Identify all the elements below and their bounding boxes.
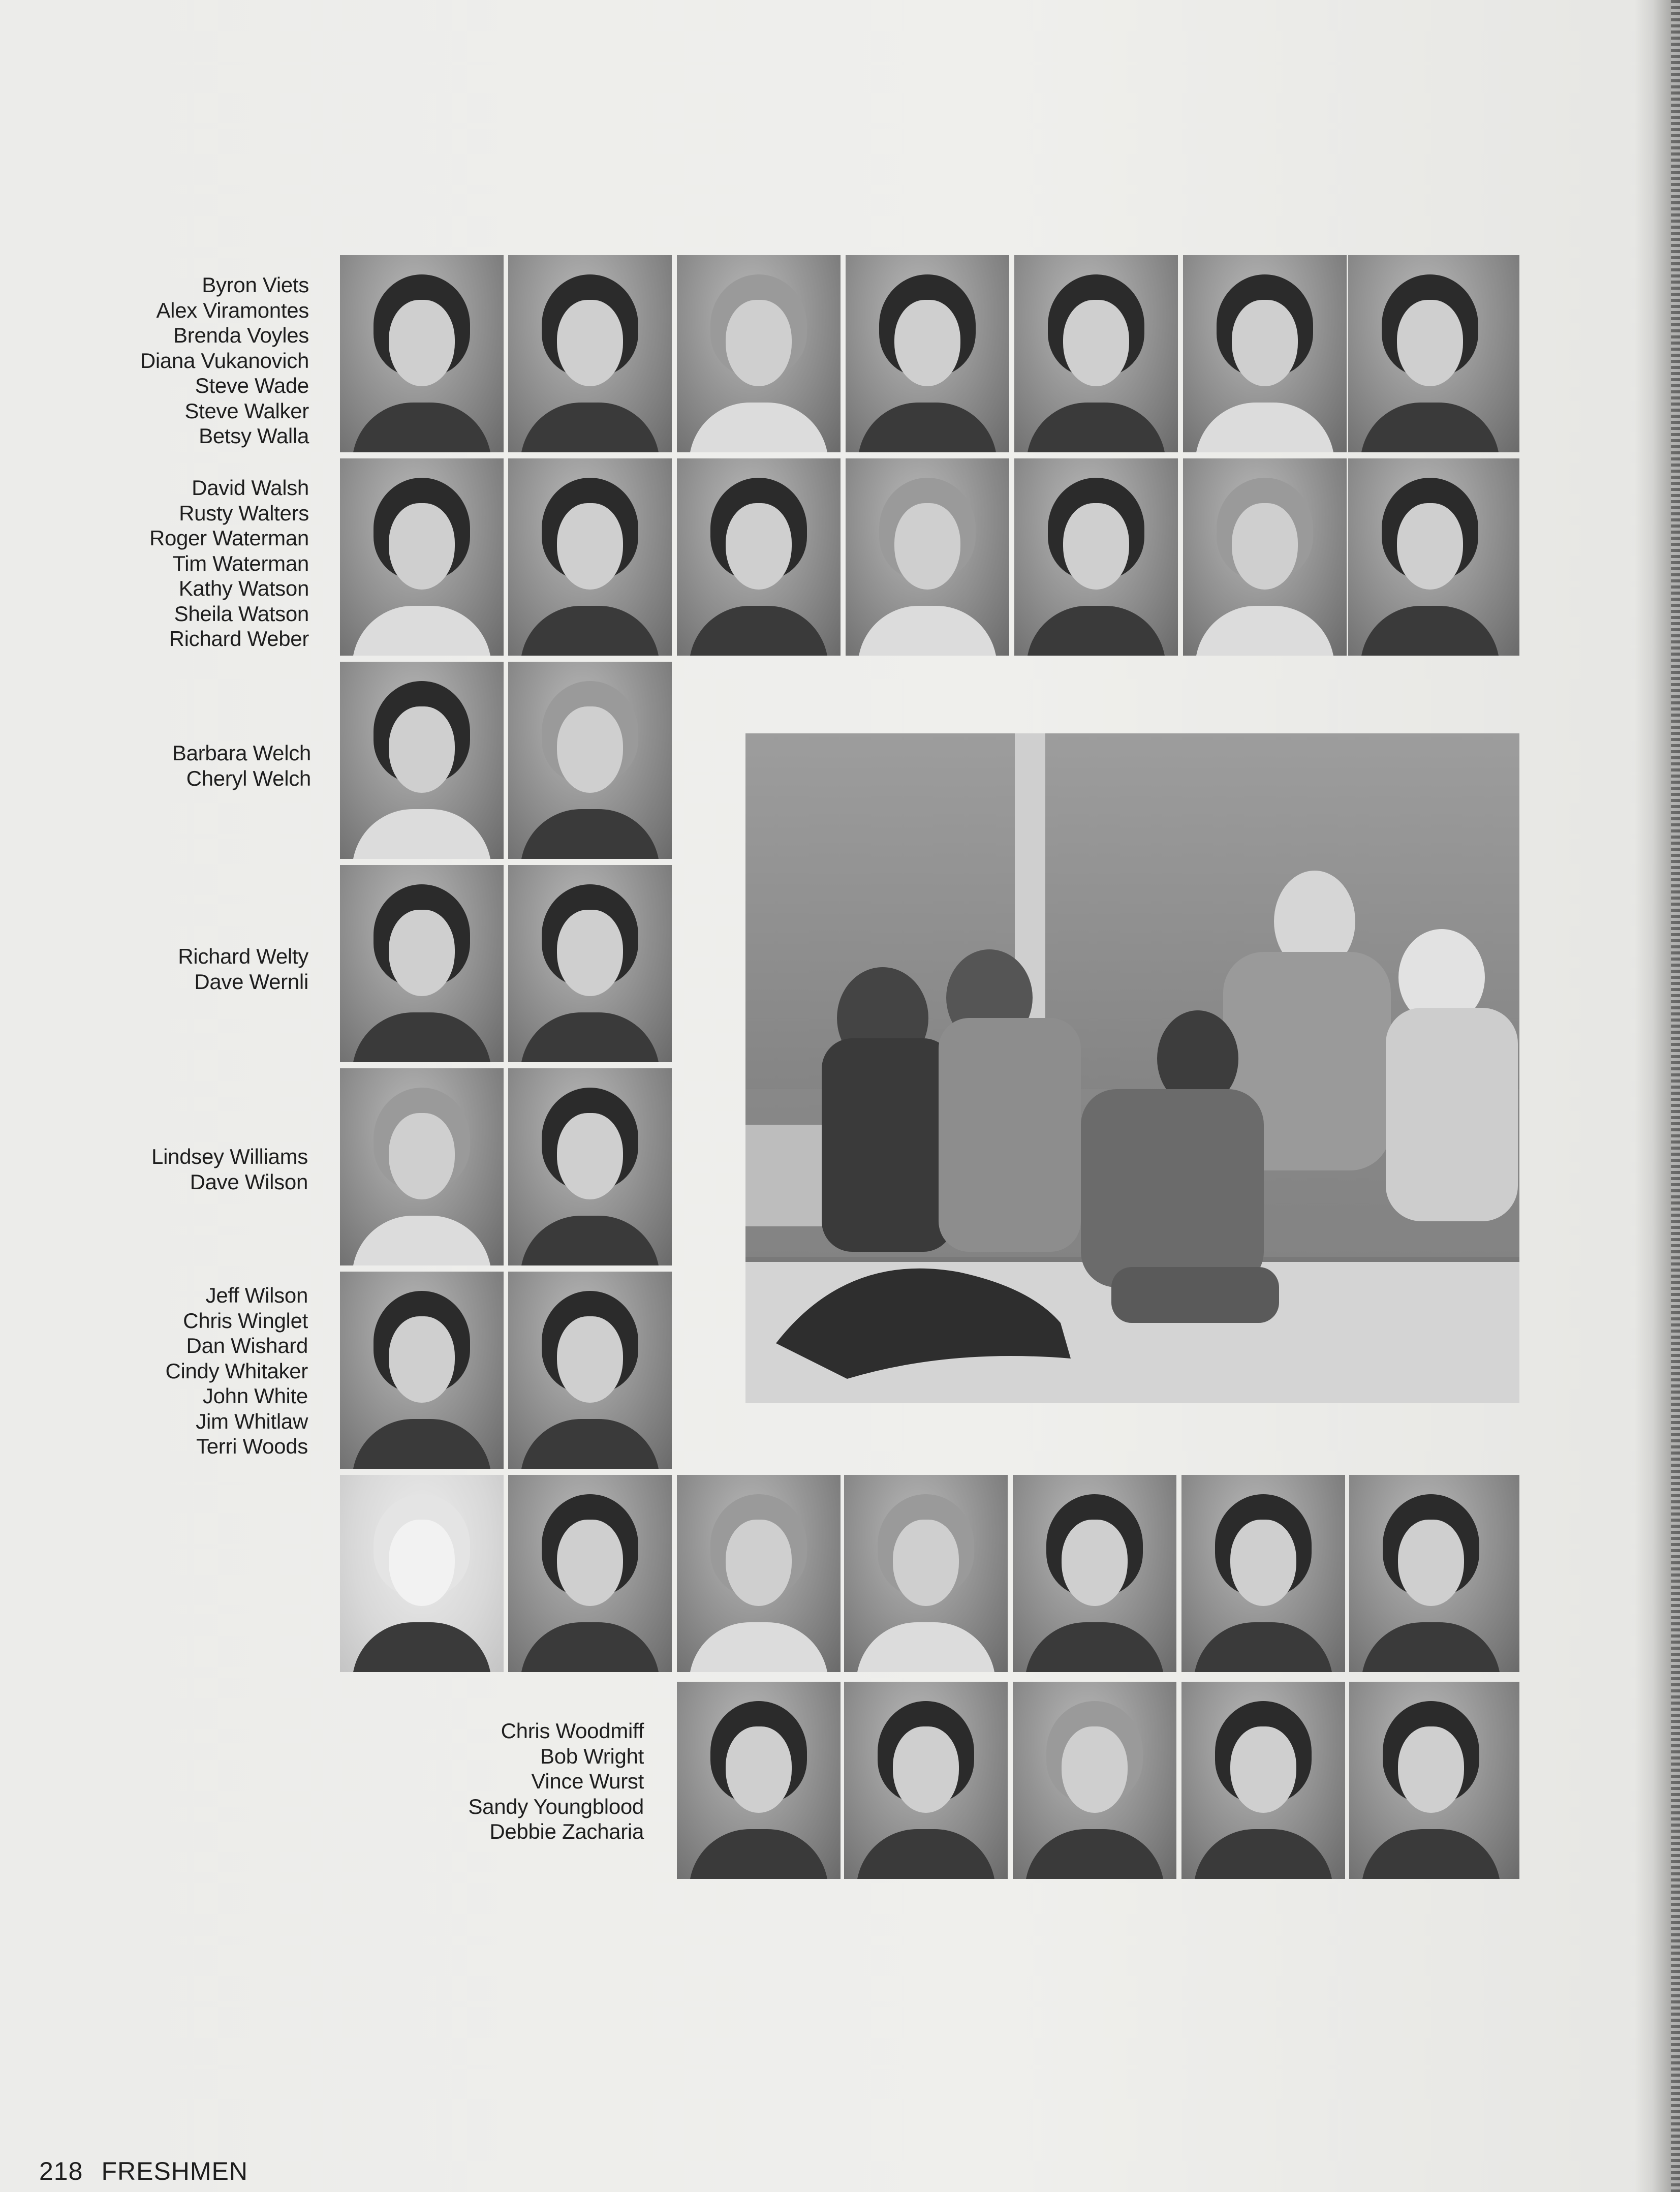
page-footer	[39, 2156, 248, 2186]
candid-group-photo	[745, 733, 1519, 1403]
student-name: Jeff Wilson	[205, 1283, 308, 1307]
names-group-7	[407, 1718, 644, 1844]
student-portrait	[844, 1475, 1008, 1672]
student-name: John White	[202, 1384, 308, 1408]
student-name: Dave Wernli	[194, 969, 308, 994]
student-name: Sandy Youngblood	[468, 1794, 644, 1818]
student-portrait	[1014, 255, 1178, 452]
student-portrait	[508, 1475, 672, 1672]
student-portrait	[340, 1068, 504, 1265]
student-portrait	[846, 458, 1009, 656]
student-name: David Walsh	[192, 476, 309, 500]
student-name: Diana Vukanovich	[140, 348, 309, 373]
student-name: Brenda Voyles	[173, 323, 309, 347]
student-name: Byron Viets	[202, 273, 309, 297]
student-name: Lindsey Williams	[151, 1145, 308, 1168]
student-portrait	[1183, 458, 1347, 656]
student-portrait	[508, 255, 672, 452]
student-name: Terri Woods	[196, 1434, 308, 1458]
names-group-4	[102, 944, 308, 994]
student-portrait	[846, 255, 1009, 452]
student-portrait	[1349, 1682, 1519, 1879]
student-portrait	[340, 255, 504, 452]
names-group-1	[102, 272, 309, 449]
student-name: Steve Wade	[195, 374, 309, 397]
student-portrait	[340, 865, 504, 1062]
student-name: Barbara Welch	[172, 741, 311, 765]
student-name: Jim Whitlaw	[196, 1409, 308, 1433]
student-name: Rusty Walters	[179, 501, 309, 525]
student-name: Richard Weber	[169, 627, 309, 651]
student-portrait	[677, 458, 841, 656]
names-group-3	[102, 740, 311, 791]
student-portrait	[1348, 458, 1519, 656]
student-name: Vince Wurst	[531, 1769, 644, 1793]
student-portrait	[340, 1272, 504, 1469]
student-portrait	[1181, 1682, 1345, 1879]
student-portrait	[508, 1272, 672, 1469]
student-portrait	[677, 1682, 841, 1879]
page-edge	[1671, 0, 1680, 2192]
student-name: Kathy Watson	[178, 576, 309, 600]
student-name: Dan Wishard	[186, 1334, 308, 1357]
student-portrait	[677, 1475, 841, 1672]
student-portrait	[508, 662, 672, 859]
student-portrait	[340, 1475, 504, 1672]
student-name: Dave Wilson	[190, 1169, 308, 1194]
names-group-2	[102, 475, 309, 652]
student-portrait	[340, 662, 504, 859]
student-name: Cheryl Welch	[186, 766, 311, 790]
student-name: Chris Woodmiff	[501, 1719, 644, 1743]
section-title: FRESHMEN	[101, 2157, 248, 2185]
student-portrait	[508, 458, 672, 656]
student-portrait	[1348, 255, 1519, 452]
student-name: Steve Walker	[184, 398, 309, 423]
student-portrait	[1181, 1475, 1345, 1672]
student-name: Debbie Zacharia	[489, 1819, 644, 1843]
student-portrait	[340, 458, 504, 656]
student-portrait	[1014, 458, 1178, 656]
student-name: Betsy Walla	[199, 424, 309, 448]
student-portrait	[1013, 1682, 1176, 1879]
student-portrait	[677, 255, 841, 452]
names-group-6	[102, 1283, 308, 1459]
student-name: Cindy Whitaker	[165, 1359, 308, 1383]
student-name: Sheila Watson	[174, 601, 309, 626]
student-name: Chris Winglet	[183, 1308, 308, 1333]
student-portrait	[1183, 255, 1347, 452]
student-name: Alex Viramontes	[156, 298, 309, 322]
student-name: Tim Waterman	[172, 551, 309, 575]
student-portrait	[508, 865, 672, 1062]
student-portrait	[844, 1682, 1008, 1879]
student-name: Richard Welty	[178, 944, 308, 968]
student-name: Roger Waterman	[149, 526, 309, 550]
student-portrait	[508, 1068, 672, 1265]
page-number: 218	[39, 2157, 83, 2185]
names-group-5	[102, 1144, 308, 1194]
student-portrait	[1013, 1475, 1176, 1672]
student-name: Bob Wright	[540, 1744, 644, 1768]
student-portrait	[1349, 1475, 1519, 1672]
